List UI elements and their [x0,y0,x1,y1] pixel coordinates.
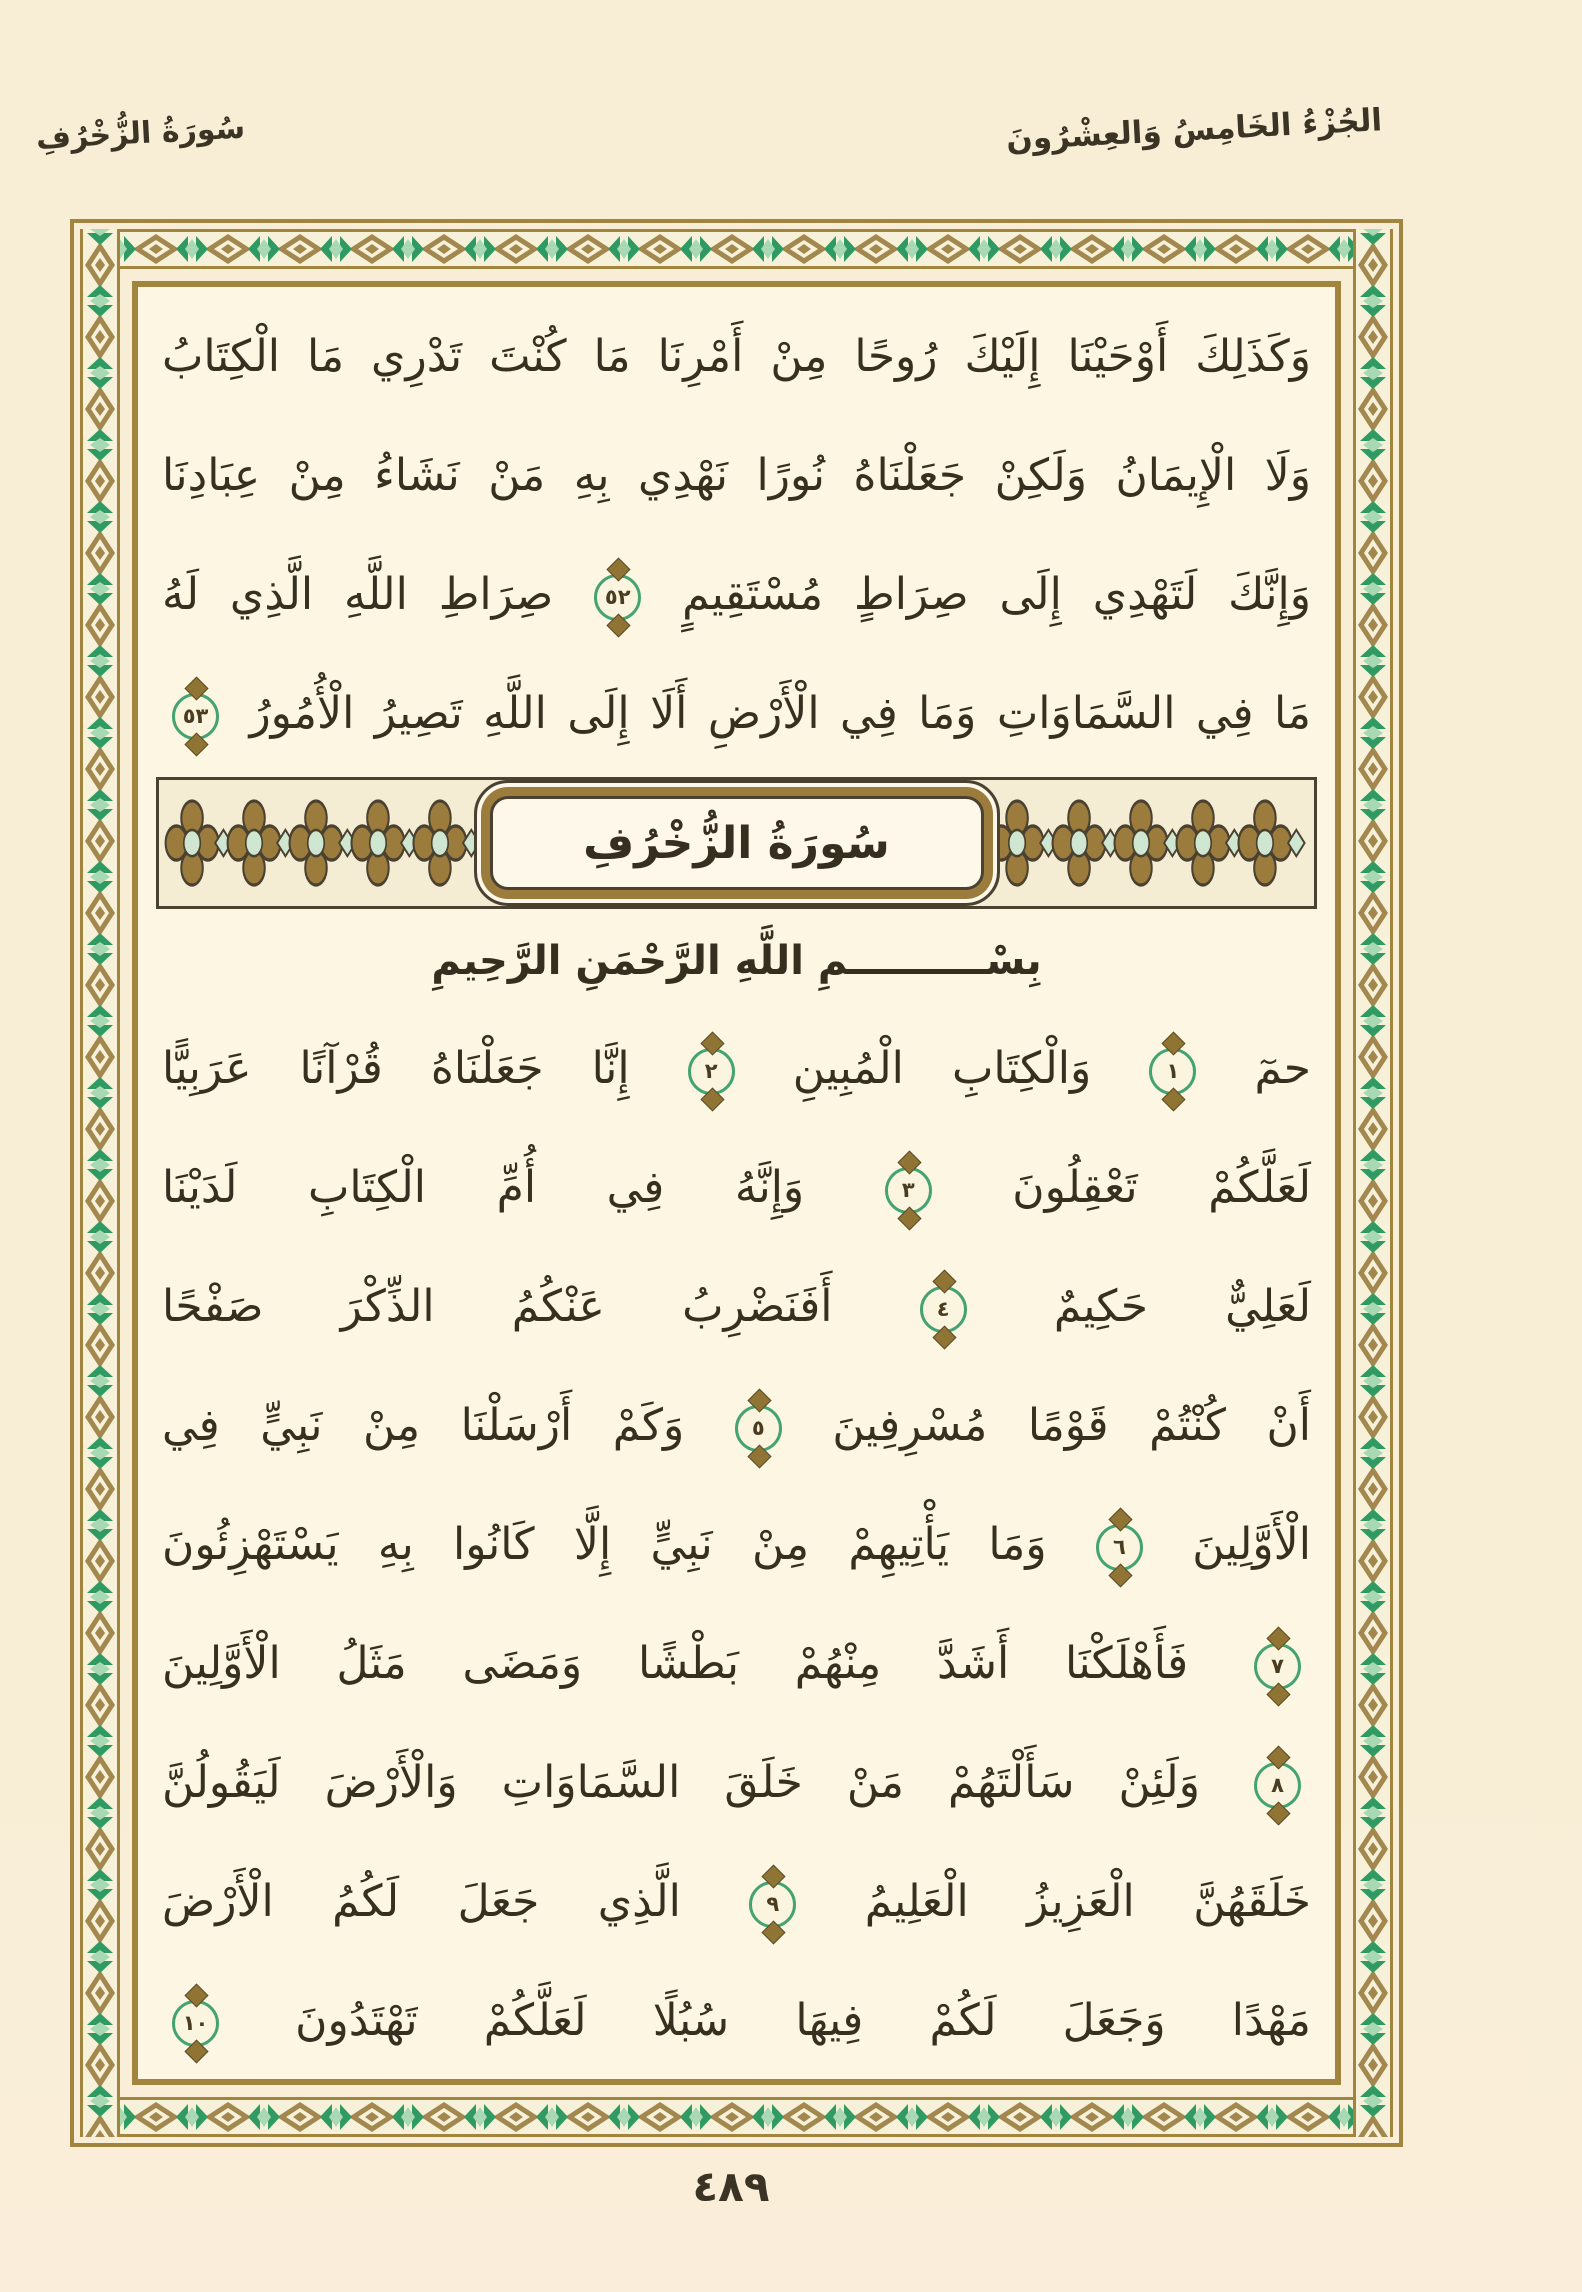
quran-line [154,1723,1319,1842]
ayah-marker: ٩ [749,1881,796,1928]
quran-text: مَا فِي السَّمَاوَاتِ وَمَا فِي الْأَرْضِ أَلَا إِلَى اللَّهِ تَصِيرُ الْأُمُورُ [249,688,1311,739]
verse-lines-top [154,297,1319,773]
quran-text: صِرَاطِ اللَّهِ الَّذِي لَهُ [162,569,554,620]
ayah-marker: ٥ [735,1405,782,1452]
ayah-marker: ٨ [1254,1762,1301,1809]
quran-text: وَإِنَّكَ لَتَهْدِي إِلَى صِرَاطٍ مُسْتَقِيمٍ [682,569,1311,620]
surah-title-banner [156,777,1317,909]
quran-line [154,654,1319,773]
bismillah: بِسْــــــــــمِ اللَّهِ الرَّحْمَنِ الرَّحِيمِ [431,938,1042,984]
ayah-marker: ٥٢ [594,574,641,621]
text-panel [132,281,1341,2085]
quran-text: حمٓ [1254,1043,1311,1094]
quran-text: لَعَلِيٌّ حَكِيمٌ [1053,1281,1311,1332]
ayah-marker: ٣ [885,1167,932,1214]
ornamental-frame [70,219,1403,2147]
quran-line [154,416,1319,535]
quran-text: وَلَا الْإِيمَانُ وَلَكِنْ جَعَلْنَاهُ نُورًا نَهْدِي بِهِ مَنْ نَشَاءُ مِنْ عِبَادِنَا [162,450,1311,501]
juz-header: الجُزْءُ الخَامِسُ وَالعِشْرُونَ [1005,102,1383,158]
quran-text: وَمَا يَأْتِيهِمْ مِنْ نَبِيٍّ إِلَّا كَانُوا بِهِ يَسْتَهْزِئُونَ [162,1519,1047,1570]
surah-name-header: سُورَةُ الزُّخْرُفِ [35,110,246,157]
quran-text: أَنْ كُنْتُمْ قَوْمًا مُسْرِفِينَ [832,1400,1311,1451]
quran-text: مَهْدًا وَجَعَلَ لَكُمْ فِيهَا سُبُلًا لَعَلَّكُمْ تَهْتَدُونَ [295,1995,1311,2046]
quran-line [154,1604,1319,1723]
ayah-marker: ٧ [1254,1643,1301,1690]
quran-text: الَّذِي جَعَلَ لَكُمُ الْأَرْضَ [162,1876,681,1927]
border-pattern-bottom [120,2097,1353,2137]
ayah-marker: ١٠ [172,2000,219,2047]
quran-text: وَكَمْ أَرْسَلْنَا مِنْ نَبِيٍّ فِي [162,1400,685,1451]
border-pattern-left [80,229,120,2137]
ayah-marker: ٤ [920,1286,967,1333]
quran-text: الْأَوَّلِينَ [1192,1519,1311,1570]
quran-text: وَإِنَّهُ فِي أُمِّ الْكِتَابِ لَدَيْنَا [162,1162,805,1213]
quran-text: وَالْكِتَابِ الْمُبِينِ [792,1043,1092,1094]
quran-line [154,1128,1319,1247]
quran-line [154,297,1319,416]
border-pattern-right [1353,229,1393,2137]
quran-text: إِنَّا جَعَلْنَاهُ قُرْآنًا عَرَبِيًّا [162,1043,630,1094]
page-content [138,287,1335,2079]
banner-arabesque-left-icon [159,780,490,906]
ayah-marker: ١ [1149,1048,1196,1095]
ayah-marker: ٦ [1096,1524,1143,1571]
quran-text: أَفَنَضْرِبُ عَنْكُمُ الذِّكْرَ صَفْحًا [162,1281,833,1332]
verse-lines-bottom [154,1009,1319,2080]
ayah-marker: ٢ [688,1048,735,1095]
quran-line [154,1366,1319,1485]
page-number: ٤٨٩ [692,2162,770,2211]
quran-text: وَكَذَلِكَ أَوْحَيْنَا إِلَيْكَ رُوحًا مِنْ أَمْرِنَا مَا كُنْتَ تَدْرِي مَا الْكِتَابُ [162,331,1311,382]
quran-text: خَلَقَهُنَّ الْعَزِيزُ الْعَلِيمُ [864,1876,1311,1927]
quran-line [154,1485,1319,1604]
quran-line [154,1842,1319,1961]
banner-arabesque-right-icon [984,780,1315,906]
quran-text: وَلَئِنْ سَأَلْتَهُمْ مَنْ خَلَقَ السَّمَاوَاتِ وَالْأَرْضَ لَيَقُولُنَّ [162,1757,1200,1808]
quran-line [154,1009,1319,1128]
quran-line [154,1961,1319,2080]
quran-line [154,1247,1319,1366]
border-pattern-top [120,229,1353,269]
ayah-marker: ٥٣ [172,693,219,740]
quran-text: لَعَلَّكُمْ تَعْقِلُونَ [1012,1162,1311,1213]
surah-title: سُورَةُ الزُّخْرُفِ [583,817,890,869]
quran-text: فَأَهْلَكْنَا أَشَدَّ مِنْهُمْ بَطْشًا وَمَضَى مَثَلُ الْأَوَّلِينَ [162,1638,1189,1689]
surah-title-cartouche [474,780,1000,906]
quran-line [154,535,1319,654]
